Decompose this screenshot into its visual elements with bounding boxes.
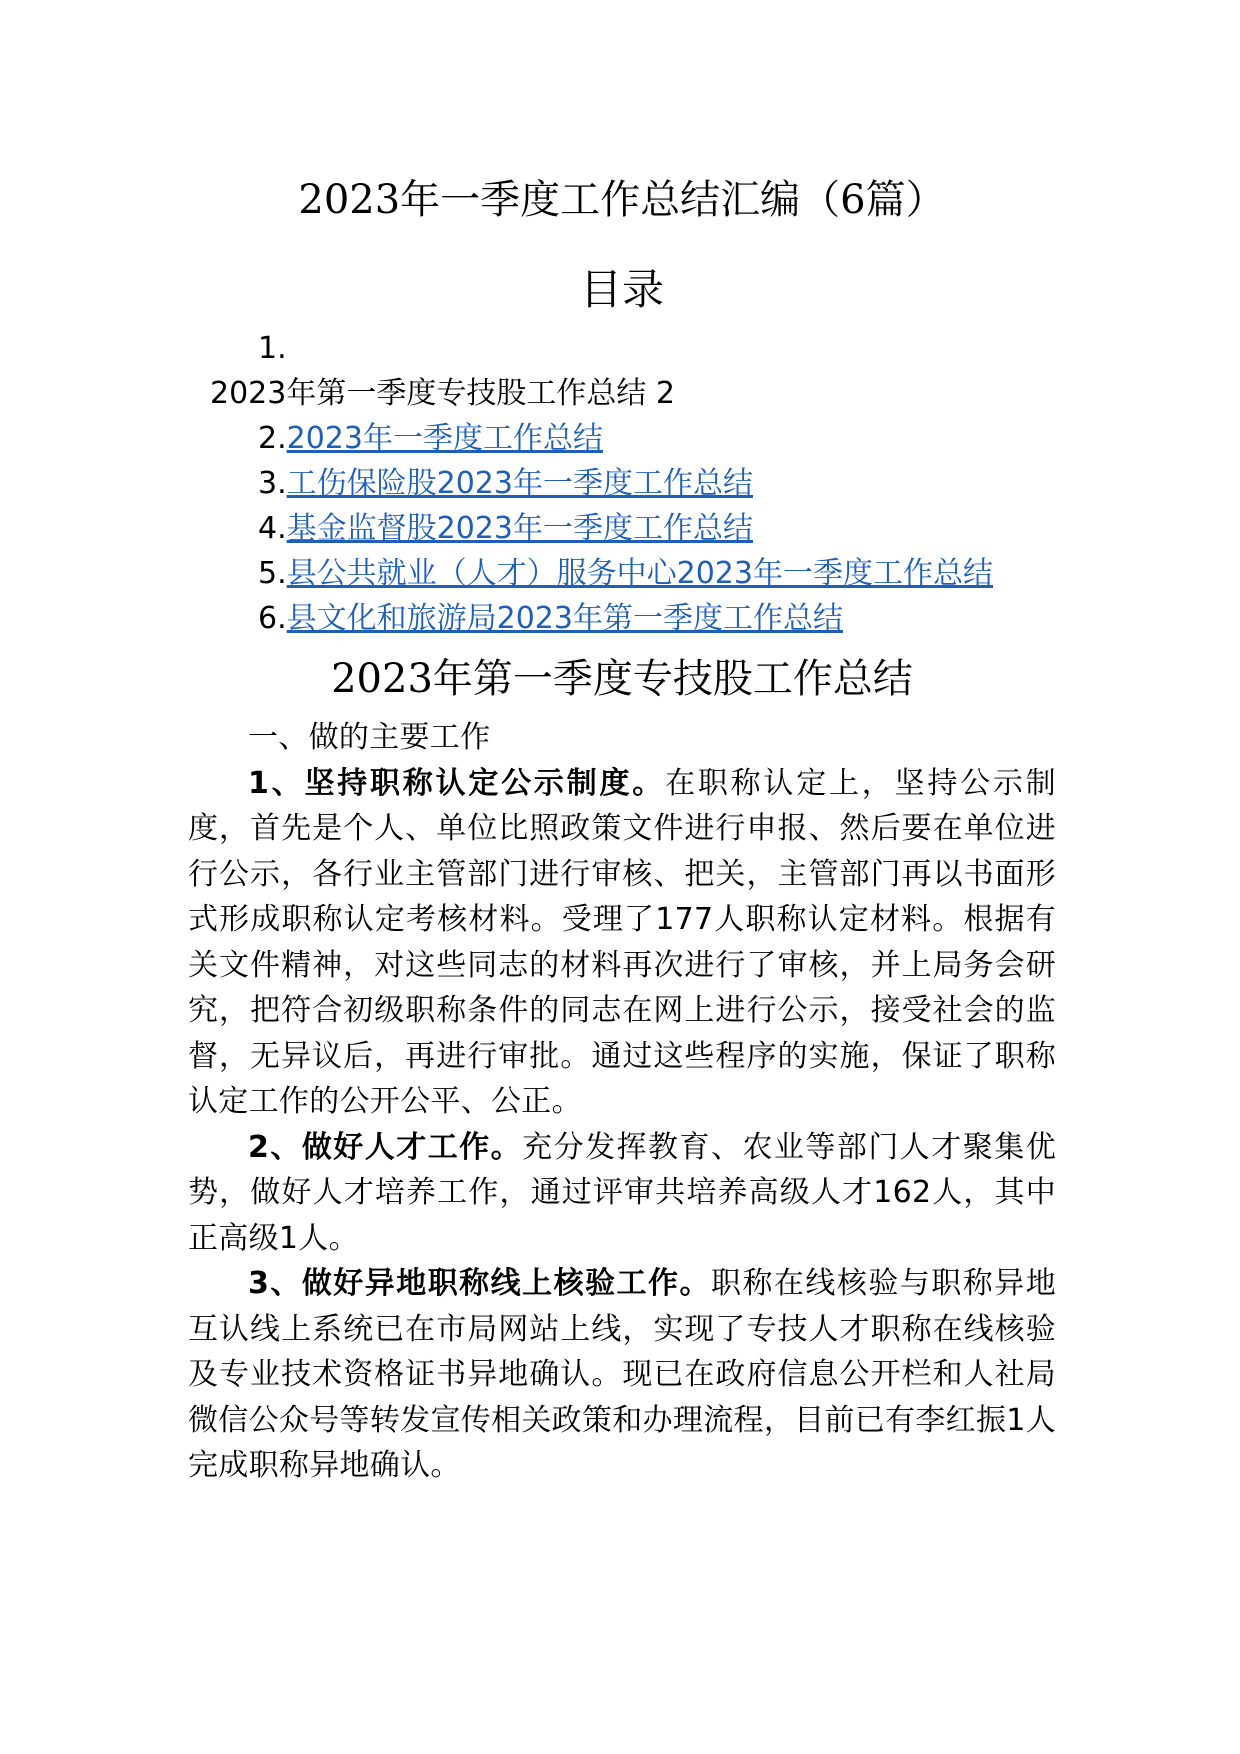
toc-item-text: 2023年第一季度专技股工作总结 2	[210, 376, 675, 411]
toc-number: 2.	[258, 421, 287, 456]
toc-number: 4.	[258, 511, 287, 546]
paragraph-lead: 3、做好异地职称线上核验工作。	[248, 1266, 711, 1301]
section-subheading: 一、做的主要工作	[248, 720, 491, 755]
toc-link[interactable]: 县公共就业（人才）服务中心2023年一季度工作总结	[286, 556, 993, 591]
section-title: 2023年第一季度专技股工作总结	[331, 656, 913, 702]
toc-item-3	[188, 461, 1056, 506]
toc-number: 5.	[258, 556, 287, 591]
toc-number: 1.	[258, 331, 287, 366]
toc-item-2	[188, 416, 1056, 461]
toc-link[interactable]: 县文化和旅游局2023年第一季度工作总结	[286, 601, 843, 636]
paragraph-lead: 2、做好人才工作。	[248, 1129, 523, 1165]
paragraph-1	[188, 761, 1056, 1125]
paragraph-text: 职称在线核验与职称异地互认线上系统已在市局网站上线，实现了专技人才职称在线核验及专业技术资格证书异地确认。现已在政府信息公开栏和人社局微信公众号等转发宣传相关政策和办理流程，目前已有李红振1人完成职称异地确认。	[188, 1266, 1056, 1483]
paragraph-lead: 1、坚持职称认定公示制度。	[248, 765, 666, 801]
toc-link[interactable]: 基金监督股2023年一季度工作总结	[286, 511, 753, 546]
toc-item-5	[188, 551, 1056, 596]
paragraph-text: 在职称认定上，坚持公示制度，首先是个人、单位比照政策文件进行申报、然后要在单位进行公示，各行业主管部门进行审核、把关，主管部门再以书面形式形成职称认定考核材料。受理了177人职称认定材料。根据有关文件精神，对这些同志的材料再次进行了审核，并上局务会研究，把符合初级职称条件的同志在网上进行公示，接受社会的监督，无异议后，再进行审批。通过这些程序的实施，保证了职称认定工作的公开公平、公正。	[188, 765, 1056, 1119]
paragraph-3	[188, 1261, 1056, 1489]
toc-link[interactable]: 2023年一季度工作总结	[286, 421, 603, 456]
toc-number: 3.	[258, 466, 287, 501]
toc-item-1-number	[188, 326, 1056, 371]
toc-heading: 目录	[579, 265, 664, 314]
toc-link[interactable]: 工伤保险股2023年一季度工作总结	[286, 466, 753, 501]
toc-item-6	[188, 596, 1056, 641]
toc-number: 6.	[258, 601, 287, 636]
toc-item-1[interactable]	[188, 371, 1056, 416]
paragraph-2	[188, 1125, 1056, 1262]
document-page	[188, 150, 1056, 1489]
toc-item-4	[188, 506, 1056, 551]
paragraph-text: 充分发挥教育、农业等部门人才聚集优势，做好人才培养工作，通过评审共培养高级人才162人，其中正高级1人。	[188, 1129, 1056, 1256]
document-title: 2023年一季度工作总结汇编（6篇）	[298, 177, 946, 223]
